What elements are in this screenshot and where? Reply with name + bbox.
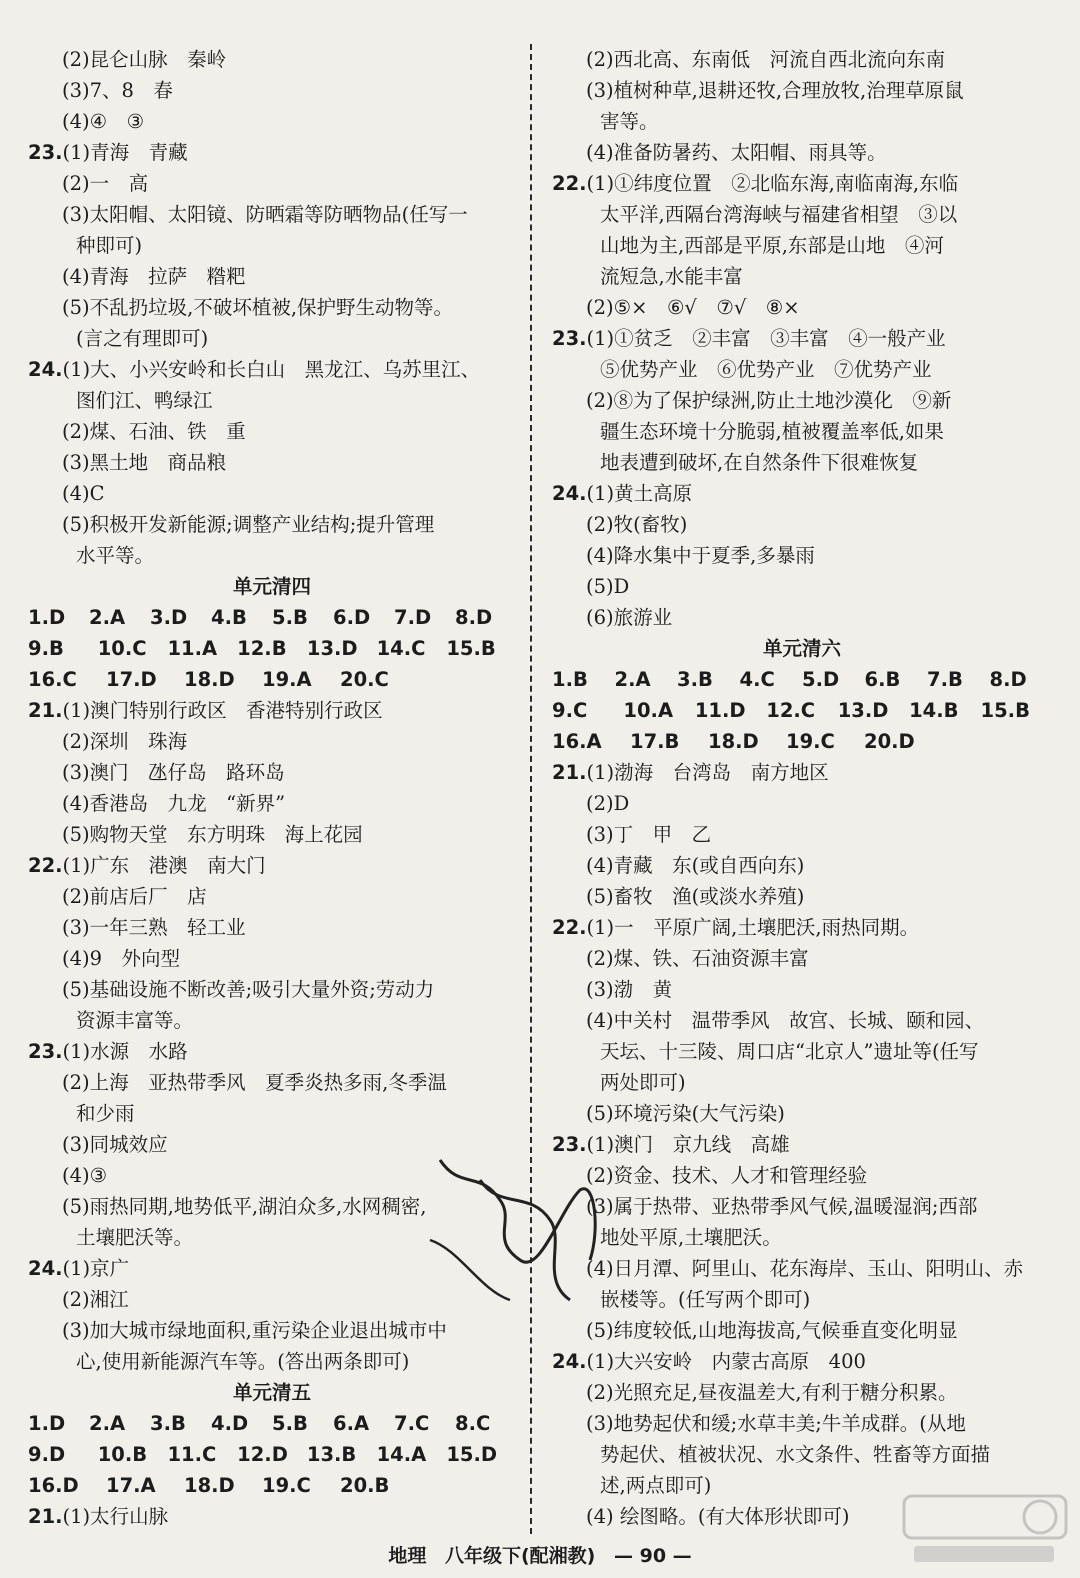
- choice-answer: 6.B: [864, 668, 901, 691]
- choice-answer: 9.C: [552, 699, 588, 722]
- question-number: 22.: [552, 172, 587, 195]
- answer-line: (2)一 高: [62, 172, 149, 195]
- answer-line: (5)购物天堂 东方明珠 海上花园: [62, 823, 363, 846]
- answer-line: (4)中关村 温带季风 故宫、长城、颐和园、: [586, 1009, 985, 1032]
- answer-line: 图们江、鸭绿江: [76, 389, 213, 412]
- choice-answer: 13.B: [306, 1443, 357, 1466]
- section-title: 单元清六: [762, 637, 841, 660]
- question-line: [28, 850, 516, 881]
- answer-line: 势起伏、植被状况、水文条件、牲畜等方面描: [600, 1443, 991, 1466]
- question-line: [552, 323, 1052, 354]
- answer-text: (1)一 平原广阔,土壤肥沃,雨热同期。: [586, 916, 920, 939]
- choice-answer: 1.D: [28, 606, 66, 629]
- answer-line: 山地为主,西部是平原,东部是山地 ④河: [600, 234, 944, 257]
- question-number: 21.: [28, 699, 63, 722]
- answer-line: (4)降水集中于夏季,多暴雨: [586, 544, 815, 567]
- choice-answer: 16.D: [28, 1474, 79, 1497]
- choice-answer: 8.D: [455, 606, 493, 629]
- choice-answer: 5.B: [272, 606, 308, 629]
- answer-line: (3)属于热带、亚热带季风气候,温暖湿润;西部: [586, 1195, 978, 1218]
- answer-line: (3)太阳帽、太阳镜、防晒霜等防晒物品(任写一: [62, 203, 468, 226]
- multiple-choice-row: [28, 1439, 516, 1470]
- answer-line: ⑤优势产业 ⑥优势产业 ⑦优势产业: [600, 358, 932, 381]
- question-line: [552, 1129, 1052, 1160]
- answer-line: (2)⑤× ⑥√ ⑦√ ⑧×: [586, 296, 800, 319]
- multiple-choice-row: [552, 695, 1052, 726]
- choice-answer: 7.B: [927, 668, 963, 691]
- answer-line: 地表遭到破坏,在自然条件下很难恢复: [600, 451, 919, 474]
- answer-line: (5)环境污染(大气污染): [586, 1102, 785, 1125]
- multiple-choice-row: [28, 602, 516, 633]
- answer-line: (5)D: [586, 575, 630, 598]
- answer-line: (5)纬度较低,山地海拔高,气候垂直变化明显: [586, 1319, 958, 1342]
- choice-answer: 7.D: [394, 606, 432, 629]
- choice-answer: 14.B: [909, 699, 959, 722]
- choice-answer: 20.D: [864, 730, 915, 753]
- question-line: [552, 478, 1052, 509]
- question-number: 24.: [28, 1257, 63, 1280]
- choice-answer: 15.D: [446, 1443, 498, 1466]
- answer-line: (2)⑧为了保护绿洲,防止土地沙漠化 ⑨新: [586, 389, 952, 412]
- handwritten-stamp-icon: [420, 1150, 610, 1320]
- question-number: 24.: [552, 482, 587, 505]
- choice-answer: 14.C: [376, 637, 426, 660]
- choice-answer: 10.B: [97, 1443, 148, 1466]
- answer-line: (5)不乱扔垃圾,不破坏植被,保护野生动物等。: [62, 296, 454, 319]
- answer-text: (1)青海 青藏: [62, 141, 188, 164]
- answer-line: (6)旅游业: [586, 606, 673, 629]
- answer-line: (2)光照充足,昼夜温差大,有利于糖分积累。: [586, 1381, 958, 1404]
- answer-line: 太平洋,西隔台湾海峡与福建省相望 ③以: [600, 203, 958, 226]
- answer-text: (1)渤海 台湾岛 南方地区: [586, 761, 829, 784]
- answer-line: (3)丁 甲 乙: [586, 823, 712, 846]
- question-line: [28, 695, 516, 726]
- answer-text: (1)广东 港澳 南大门: [62, 854, 266, 877]
- choice-answer: 8.C: [455, 1412, 491, 1435]
- answer-line: 述,两点即可): [600, 1474, 712, 1497]
- answer-text: (1)①贫乏 ②丰富 ③丰富 ④一般产业: [586, 327, 946, 350]
- answer-line: (4)9 外向型: [62, 947, 181, 970]
- question-line: [28, 1501, 516, 1532]
- answer-line: 心,使用新能源汽车等。(答出两条即可): [76, 1350, 410, 1373]
- choice-answer: 10.C: [97, 637, 147, 660]
- choice-answer: 2.A: [614, 668, 651, 691]
- answer-line: (2)牧(畜牧): [586, 513, 688, 536]
- answer-line: (3)澳门 氹仔岛 路环岛: [62, 761, 285, 784]
- answer-line: (3)加大城市绿地面积,重污染企业退出城市中: [62, 1319, 447, 1342]
- choice-answer: 19.C: [786, 730, 835, 753]
- answer-text: (1)澳门特别行政区 香港特别行政区: [62, 699, 383, 722]
- choice-answer: 18.D: [708, 730, 759, 753]
- question-line: [552, 168, 1052, 199]
- answer-text: (1)澳门 京九线 高雄: [586, 1133, 790, 1156]
- answer-line: (4) 绘图略。(有大体形状即可): [586, 1505, 850, 1528]
- question-number: 23.: [28, 1040, 63, 1063]
- answer-text: (1)京广: [62, 1257, 130, 1280]
- answer-line: (4)青海 拉萨 糌粑: [62, 265, 246, 288]
- choice-answer: 5.D: [802, 668, 840, 691]
- choice-answer: 20.C: [340, 668, 389, 691]
- choice-answer: 11.D: [694, 699, 746, 722]
- answer-line: (4)准备防暑药、太阳帽、雨具等。: [586, 141, 887, 164]
- answer-line: 土壤肥沃等。: [76, 1226, 194, 1249]
- choice-answer: 4.B: [211, 606, 247, 629]
- answer-line: 流短急,水能丰富: [600, 265, 743, 288]
- choice-answer: 9.D: [28, 1443, 66, 1466]
- section-title: 单元清四: [232, 575, 311, 598]
- answer-line: (4)日月潭、阿里山、花东海岸、玉山、阳明山、赤: [586, 1257, 1024, 1280]
- question-line: [28, 1036, 516, 1067]
- answer-line: (4)青藏 东(或自西向东): [586, 854, 805, 877]
- choice-answer: 13.D: [306, 637, 358, 660]
- answer-line: (4)④ ③: [62, 110, 145, 133]
- answer-text: (1)水源 水路: [62, 1040, 188, 1063]
- choice-answer: 9.B: [28, 637, 64, 660]
- choice-answer: 11.C: [167, 1443, 217, 1466]
- choice-answer: 17.B: [630, 730, 680, 753]
- answer-line: (2)煤、石油、铁 重: [62, 420, 246, 443]
- answer-line: (2)深圳 珠海: [62, 730, 188, 753]
- answer-text: (1)①纬度位置 ②北临东海,南临南海,东临: [586, 172, 959, 195]
- answer-line: (5)畜牧 渔(或淡水养殖): [586, 885, 805, 908]
- question-number: 22.: [552, 916, 587, 939]
- answer-line: 资源丰富等。: [76, 1009, 194, 1032]
- footer-page-number: — 90 —: [613, 1545, 692, 1567]
- answer-line: 害等。: [600, 110, 659, 133]
- choice-answer: 3.D: [150, 606, 188, 629]
- answer-line: (5)积极开发新能源;调整产业结构;提升管理: [62, 513, 435, 536]
- choice-answer: 2.A: [89, 1412, 126, 1435]
- answer-line: (5)雨热同期,地势低平,湖泊众多,水网稠密,: [62, 1195, 427, 1218]
- choice-answer: 18.D: [184, 1474, 235, 1497]
- multiple-choice-row: [552, 664, 1052, 695]
- question-number: 21.: [552, 761, 587, 784]
- question-line: [552, 1346, 1052, 1377]
- footer-grade: 八年级下(配湘教): [444, 1545, 596, 1567]
- choice-answer: 16.A: [552, 730, 602, 753]
- choice-answer: 11.A: [167, 637, 218, 660]
- choice-answer: 15.B: [446, 637, 496, 660]
- choice-answer: 6.D: [333, 606, 371, 629]
- question-number: 24.: [552, 1350, 587, 1373]
- multiple-choice-row: [28, 1408, 516, 1439]
- question-line: [552, 757, 1052, 788]
- question-number: 23.: [552, 327, 587, 350]
- answer-line: (2)D: [586, 792, 630, 815]
- answer-text: (1)大、小兴安岭和长白山 黑龙江、乌苏里江、: [62, 358, 481, 381]
- section-title: 单元清五: [232, 1381, 311, 1404]
- answer-line: (5)基础设施不断改善;吸引大量外资;劳动力: [62, 978, 435, 1001]
- answer-line: (4)C: [62, 482, 105, 505]
- answer-line: (2)资金、技术、人才和管理经验: [586, 1164, 868, 1187]
- answer-line: 疆生态环境十分脆弱,植被覆盖率低,如果: [600, 420, 944, 443]
- answer-line: (3)7、8 春: [62, 79, 173, 102]
- choice-answer: 18.D: [184, 668, 235, 691]
- answer-line: (3)渤 黄: [586, 978, 673, 1001]
- answer-line: 两处即可): [600, 1071, 686, 1094]
- answer-line: (言之有理即可): [76, 327, 209, 350]
- answer-line: (2)湘江: [62, 1288, 129, 1311]
- answer-line: (2)昆仑山脉 秦岭: [62, 48, 227, 71]
- choice-answer: 12.C: [766, 699, 816, 722]
- choice-answer: 8.D: [989, 668, 1027, 691]
- question-number: 22.: [28, 854, 63, 877]
- answer-line: (2)上海 亚热带季风 夏季炎热多雨,冬季温: [62, 1071, 447, 1094]
- choice-answer: 6.A: [333, 1412, 370, 1435]
- answer-text: (1)大兴安岭 内蒙古高原 400: [586, 1350, 866, 1373]
- question-line: [552, 912, 1052, 943]
- choice-answer: 16.C: [28, 668, 77, 691]
- question-line: [28, 354, 516, 385]
- answer-line: (3)同城效应: [62, 1133, 168, 1156]
- answer-text: (1)太行山脉: [62, 1505, 169, 1528]
- choice-answer: 3.B: [677, 668, 713, 691]
- answer-line: (2)煤、铁、石油资源丰富: [586, 947, 809, 970]
- answer-line: (4)③: [62, 1164, 108, 1187]
- choice-answer: 7.C: [394, 1412, 430, 1435]
- question-number: 23.: [28, 141, 63, 164]
- choice-answer: 14.A: [376, 1443, 427, 1466]
- answer-line: 和少雨: [76, 1102, 135, 1125]
- answer-line: (3)植树种草,退耕还牧,合理放牧,治理草原鼠: [586, 79, 964, 102]
- right-column: [552, 44, 1052, 1532]
- answer-text: (1)黄土高原: [586, 482, 693, 505]
- answer-line: 水平等。: [76, 544, 155, 567]
- answer-line: 天坛、十三陵、周口店“北京人”遗址等(任写: [600, 1040, 979, 1063]
- choice-answer: 1.D: [28, 1412, 66, 1435]
- choice-answer: 12.B: [237, 637, 287, 660]
- answer-line: (3)地势起伏和缓;水草丰美;牛羊成群。(从地: [586, 1412, 966, 1435]
- choice-answer: 19.A: [262, 668, 312, 691]
- question-number: 23.: [552, 1133, 587, 1156]
- question-number: 24.: [28, 358, 63, 381]
- choice-answer: 13.D: [837, 699, 889, 722]
- answer-line: 嵌楼等。(任写两个即可): [600, 1288, 811, 1311]
- answer-line: 种即可): [76, 234, 143, 257]
- choice-answer: 3.B: [150, 1412, 186, 1435]
- choice-answer: 19.C: [262, 1474, 311, 1497]
- choice-answer: 17.A: [106, 1474, 156, 1497]
- choice-answer: 10.A: [623, 699, 674, 722]
- choice-answer: 2.A: [89, 606, 126, 629]
- choice-answer: 4.D: [211, 1412, 249, 1435]
- multiple-choice-row: [28, 664, 516, 695]
- multiple-choice-row: [28, 633, 516, 664]
- choice-answer: 4.C: [739, 668, 775, 691]
- page-footer: [0, 1540, 1080, 1572]
- choice-answer: 1.B: [552, 668, 588, 691]
- choice-answer: 17.D: [106, 668, 157, 691]
- answer-line: 地处平原,土壤肥沃。: [600, 1226, 782, 1249]
- question-line: [28, 137, 516, 168]
- choice-answer: 20.B: [340, 1474, 390, 1497]
- answer-line: (3)黑土地 商品粮: [62, 451, 227, 474]
- question-number: 21.: [28, 1505, 63, 1528]
- multiple-choice-row: [552, 726, 1052, 757]
- answer-line: (2)西北高、东南低 河流自西北流向东南: [586, 48, 946, 71]
- footer-subject: 地理: [388, 1545, 427, 1567]
- answer-line: (4)香港岛 九龙 “新界”: [62, 792, 286, 815]
- choice-answer: 15.B: [980, 699, 1030, 722]
- answer-line: (2)前店后厂 店: [62, 885, 207, 908]
- choice-answer: 12.D: [237, 1443, 288, 1466]
- choice-answer: 5.B: [272, 1412, 308, 1435]
- multiple-choice-row: [28, 1470, 516, 1501]
- answer-line: (3)一年三熟 轻工业: [62, 916, 246, 939]
